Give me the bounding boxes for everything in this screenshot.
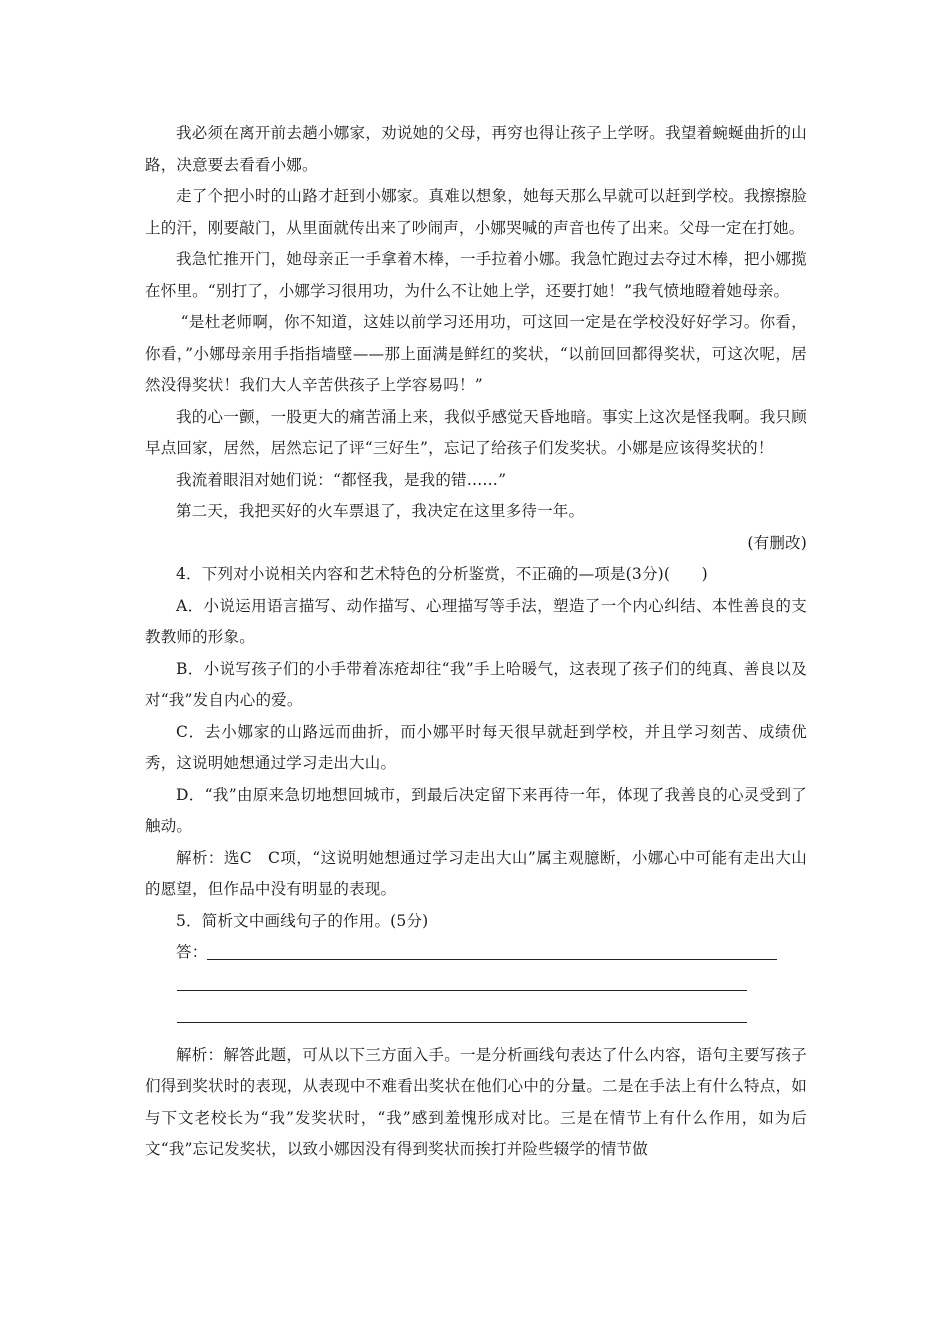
question-5-analysis: 解析：解答此题，可从以下三方面入手。一是分析画线句表达了什么内容，语句主要写孩子们得到奖状时的表现，从表现中不难看出奖状在他们心中的分量。二是在手法上有什么特点，如与下文老校长为“我”发奖状时，“我”感到羞愧形成对比。三是在情节上有什么作用，如为后文“我”忘记发奖状，以致小娜因没有得到奖状而挨打并险些辍学的情节做: [145, 1045, 807, 1158]
question-4-analysis: 解析：选C C项，“这说明她想通过学习走出大山”属主观臆断，小娜心中可能有走出大山的愿望，但作品中没有明显的表现。: [145, 848, 807, 898]
spacer: [145, 1032, 807, 1040]
story-paragraph-4: “是杜老师啊，你不知道，这娃以前学习还用功，可这回一定是在学校没好好学习。你看，你看，”小娜母亲用手指指墙壁——那上面满是鲜红的奖状，“以前回回都得奖状，可这次呢，居然没得奖状！我们大人辛苦供孩子上学容易吗！”: [145, 313, 807, 394]
story-paragraph-1: 我必须在离开前去趟小娜家，劝说她的父母，再穷也得让孩子上学呀。我望着蜿蜒曲折的山路，决意要去看看小娜。: [145, 124, 807, 174]
document-page: [145, 118, 807, 1166]
story-paragraph-5: 我的心一颤，一股更大的痛苦涌上来，我似乎感觉天昏地暗。事实上这次是怪我啊。我只顾早点回家，居然，居然忘记了评“三好生”，忘记了给孩子们发奖状。小娜是应该得奖状的！: [145, 407, 807, 457]
story-paragraph-3: 我急忙推开门，她母亲正一手拿着木棒，一手拉着小娜。我急忙跑过去夺过木棒，把小娜揽在怀里。“别打了，小娜学习很用功，为什么不让她上学，还要打她！”我气愤地瞪着她母亲。: [145, 250, 807, 300]
story-paragraph-2: 走了个把小时的山路才赶到小娜家。真难以想象，她每天那么早就可以赶到学校。我擦擦脸上的汗，刚要敲门，从里面就传出来了吵闹声，小娜哭喊的声音也传了出来。父母一定在打她。: [145, 187, 807, 237]
answer-line-1[interactable]: [207, 959, 777, 960]
answer-line-row-2[interactable]: [145, 969, 807, 1001]
answer-label: 答：: [176, 943, 208, 961]
question-4-option-a: A．小说运用语言描写、动作描写、心理描写等手法，塑造了一个内心纠结、本性善良的支教教师的形象。: [145, 596, 807, 646]
question-4-option-d: D．“我”由原来急切地想回城市，到最后决定留下来再待一年，体现了我善良的心灵受到了触动。: [145, 785, 807, 835]
question-4-stem: 4．下列对小说相关内容和艺术特色的分析鉴赏，不正确的—项是(3分)( ): [176, 565, 708, 583]
answer-line-row-3[interactable]: [145, 1000, 807, 1032]
question-4-option-c: C．去小娜家的山路远而曲折，而小娜平时每天很早就赶到学校，并且学习刻苦、成绩优秀，这说明她想通过学习走出大山。: [145, 722, 807, 772]
source-note: (有删改): [747, 533, 807, 552]
answer-line-2[interactable]: [177, 990, 747, 991]
story-paragraph-6: 我流着眼泪对她们说：“都怪我，是我的错……”: [176, 470, 507, 489]
answer-line-3[interactable]: [177, 1022, 747, 1023]
question-4-option-b: B．小说写孩子们的小手带着冻疮却往“我”手上哈暖气，这表现了孩子们的纯真、善良以及对“我”发自内心的爱。: [145, 659, 807, 709]
answer-area[interactable]: [145, 937, 807, 969]
story-paragraph-7: 第二天，我把买好的火车票退了，我决定在这里多待一年。: [176, 502, 585, 520]
question-5-stem: 5．简析文中画线句子的作用。(5分): [176, 911, 429, 930]
